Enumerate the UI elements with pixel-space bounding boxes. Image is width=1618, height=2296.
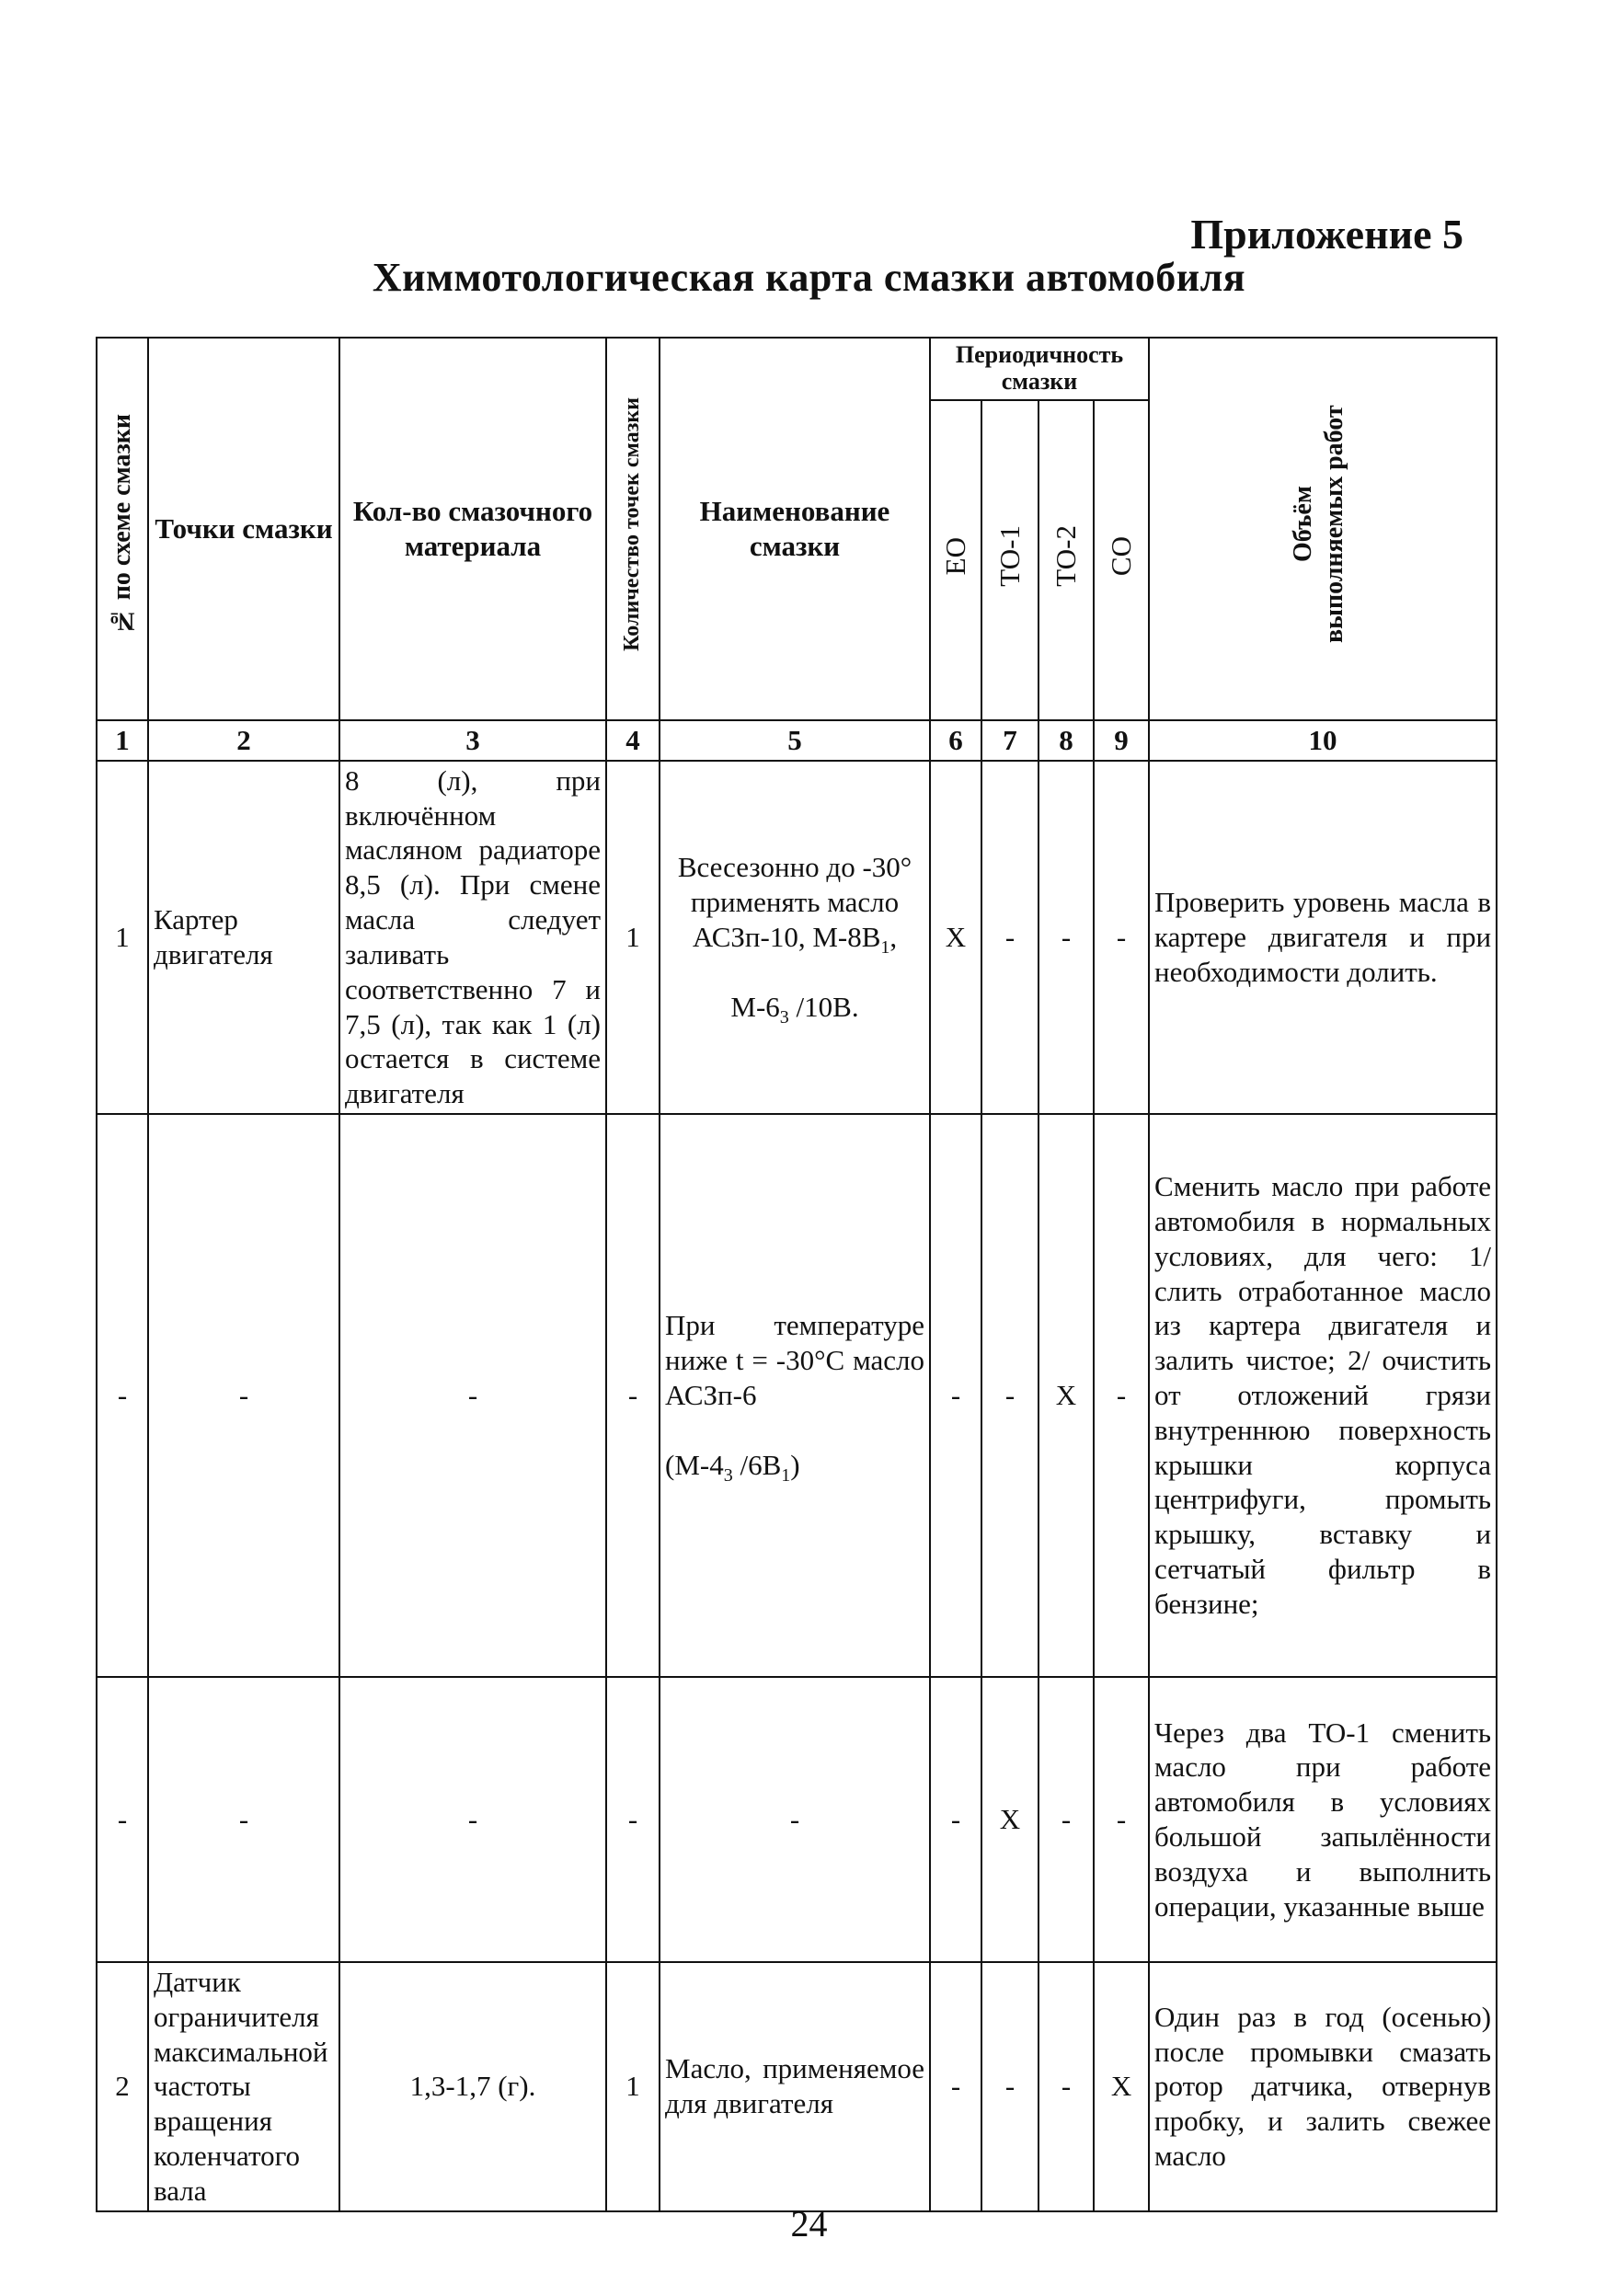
lubrication-chart-table [96, 337, 1498, 2212]
cell-lubricant-name: При температуре ниже t = -30°С масло АСЗп-6 ($М-4_3$ $/6В_1$) [660, 1114, 930, 1677]
cell-amount: 8 (л), при включённом масляном радиаторе 8,5 (л). При смене масла следует заливать соответственно 7 и 7,5 (л), так как 1 (л) остается в системе двигателя [339, 761, 606, 1114]
cell-works: Сменить масло при работе автомобиля в нормальных условиях, для чего: 1/ слить отработанное масло из картера двигателя и залить чистое; 2/ очистить от отложений грязи внутреннюю поверхность крышки корпуса центрифуги, промыть крышку, вставку и сетчатый фильтр в бензине; [1149, 1114, 1497, 1677]
col-header-eo: ЕО [930, 400, 981, 720]
header-row-1 [97, 338, 1497, 400]
cell-lubricant-name: Всесезонно до -30° применять масло АСЗп-10, $М-8В_1$, $М-6_3$ /10В. [660, 761, 930, 1114]
column-number: 3 [339, 720, 606, 761]
col-header-to1: ТО-1 [981, 400, 1039, 720]
column-number: 2 [148, 720, 339, 761]
column-number: 10 [1149, 720, 1497, 761]
cell-lubricant-name: - [660, 1677, 930, 1962]
appendix-label: Приложение 5 [1190, 211, 1463, 258]
cell-num: - [97, 1677, 148, 1962]
cell-eo: - [930, 1962, 981, 2211]
page-title: Химмотологическая карта смазки автомобиля [372, 255, 1246, 300]
cell-points: Датчик ограничителя максимальной частоты вращения коленчатого вала [148, 1962, 339, 2211]
col-header-count: Количество точек смазки [606, 338, 660, 720]
col-header-co: СО [1094, 400, 1149, 720]
column-number: 7 [981, 720, 1039, 761]
cell-works: Через два ТО-1 сменить масло при работе автомобиля в условиях большой запылённости воздуха и выполнить операции, указанные выше [1149, 1677, 1497, 1962]
table-row [97, 1962, 1497, 2211]
cell-to2: X [1039, 1114, 1094, 1677]
cell-amount: 1,3-1,7 (г). [339, 1962, 606, 2211]
col-header-name: Наименование смазки [660, 338, 930, 720]
cell-lubricant-name: Масло, применяемое для двигателя [660, 1962, 930, 2211]
cell-points: - [148, 1114, 339, 1677]
cell-works: Один раз в год (осенью) после промывки смазать ротор датчика, отвернув пробку, и залить свежее масло [1149, 1962, 1497, 2211]
cell-amount: - [339, 1114, 606, 1677]
col-header-num: № по схеме смазки [97, 338, 148, 720]
column-number: 4 [606, 720, 660, 761]
table-row [97, 1114, 1497, 1677]
cell-to1: X [981, 1677, 1039, 1962]
col-header-periodicity: Периодичность смазки [930, 338, 1149, 400]
cell-to1: - [981, 1114, 1039, 1677]
column-number: 6 [930, 720, 981, 761]
cell-eo: - [930, 1677, 981, 1962]
cell-count: 1 [606, 761, 660, 1114]
cell-num: 1 [97, 761, 148, 1114]
cell-count: 1 [606, 1962, 660, 2211]
cell-to2: - [1039, 1962, 1094, 2211]
table-row [97, 1677, 1497, 1962]
col-header-works: Объём выполняемых работ [1149, 338, 1497, 720]
column-number: 1 [97, 720, 148, 761]
cell-to2: - [1039, 1677, 1094, 1962]
col-header-to2: ТО-2 [1039, 400, 1094, 720]
column-number: 8 [1039, 720, 1094, 761]
column-number: 5 [660, 720, 930, 761]
column-number-row [97, 720, 1497, 761]
page-number: 24 [790, 2203, 828, 2244]
cell-count: - [606, 1114, 660, 1677]
cell-points: - [148, 1677, 339, 1962]
cell-co: - [1094, 1677, 1149, 1962]
cell-points: Картер двигателя [148, 761, 339, 1114]
cell-num: - [97, 1114, 148, 1677]
table-row [97, 761, 1497, 1114]
cell-eo: - [930, 1114, 981, 1677]
cell-to1: - [981, 1962, 1039, 2211]
column-number: 9 [1094, 720, 1149, 761]
cell-count: - [606, 1677, 660, 1962]
col-header-points: Точки смазки [148, 338, 339, 720]
cell-to2: - [1039, 761, 1094, 1114]
cell-co: - [1094, 761, 1149, 1114]
cell-co: X [1094, 1962, 1149, 2211]
col-header-amount: Кол-во смазочного материала [339, 338, 606, 720]
cell-works: Проверить уровень масла в картере двигателя и при необходимости долить. [1149, 761, 1497, 1114]
cell-co: - [1094, 1114, 1149, 1677]
cell-num: 2 [97, 1962, 148, 2211]
cell-to1: - [981, 761, 1039, 1114]
cell-amount: - [339, 1677, 606, 1962]
cell-eo: X [930, 761, 981, 1114]
